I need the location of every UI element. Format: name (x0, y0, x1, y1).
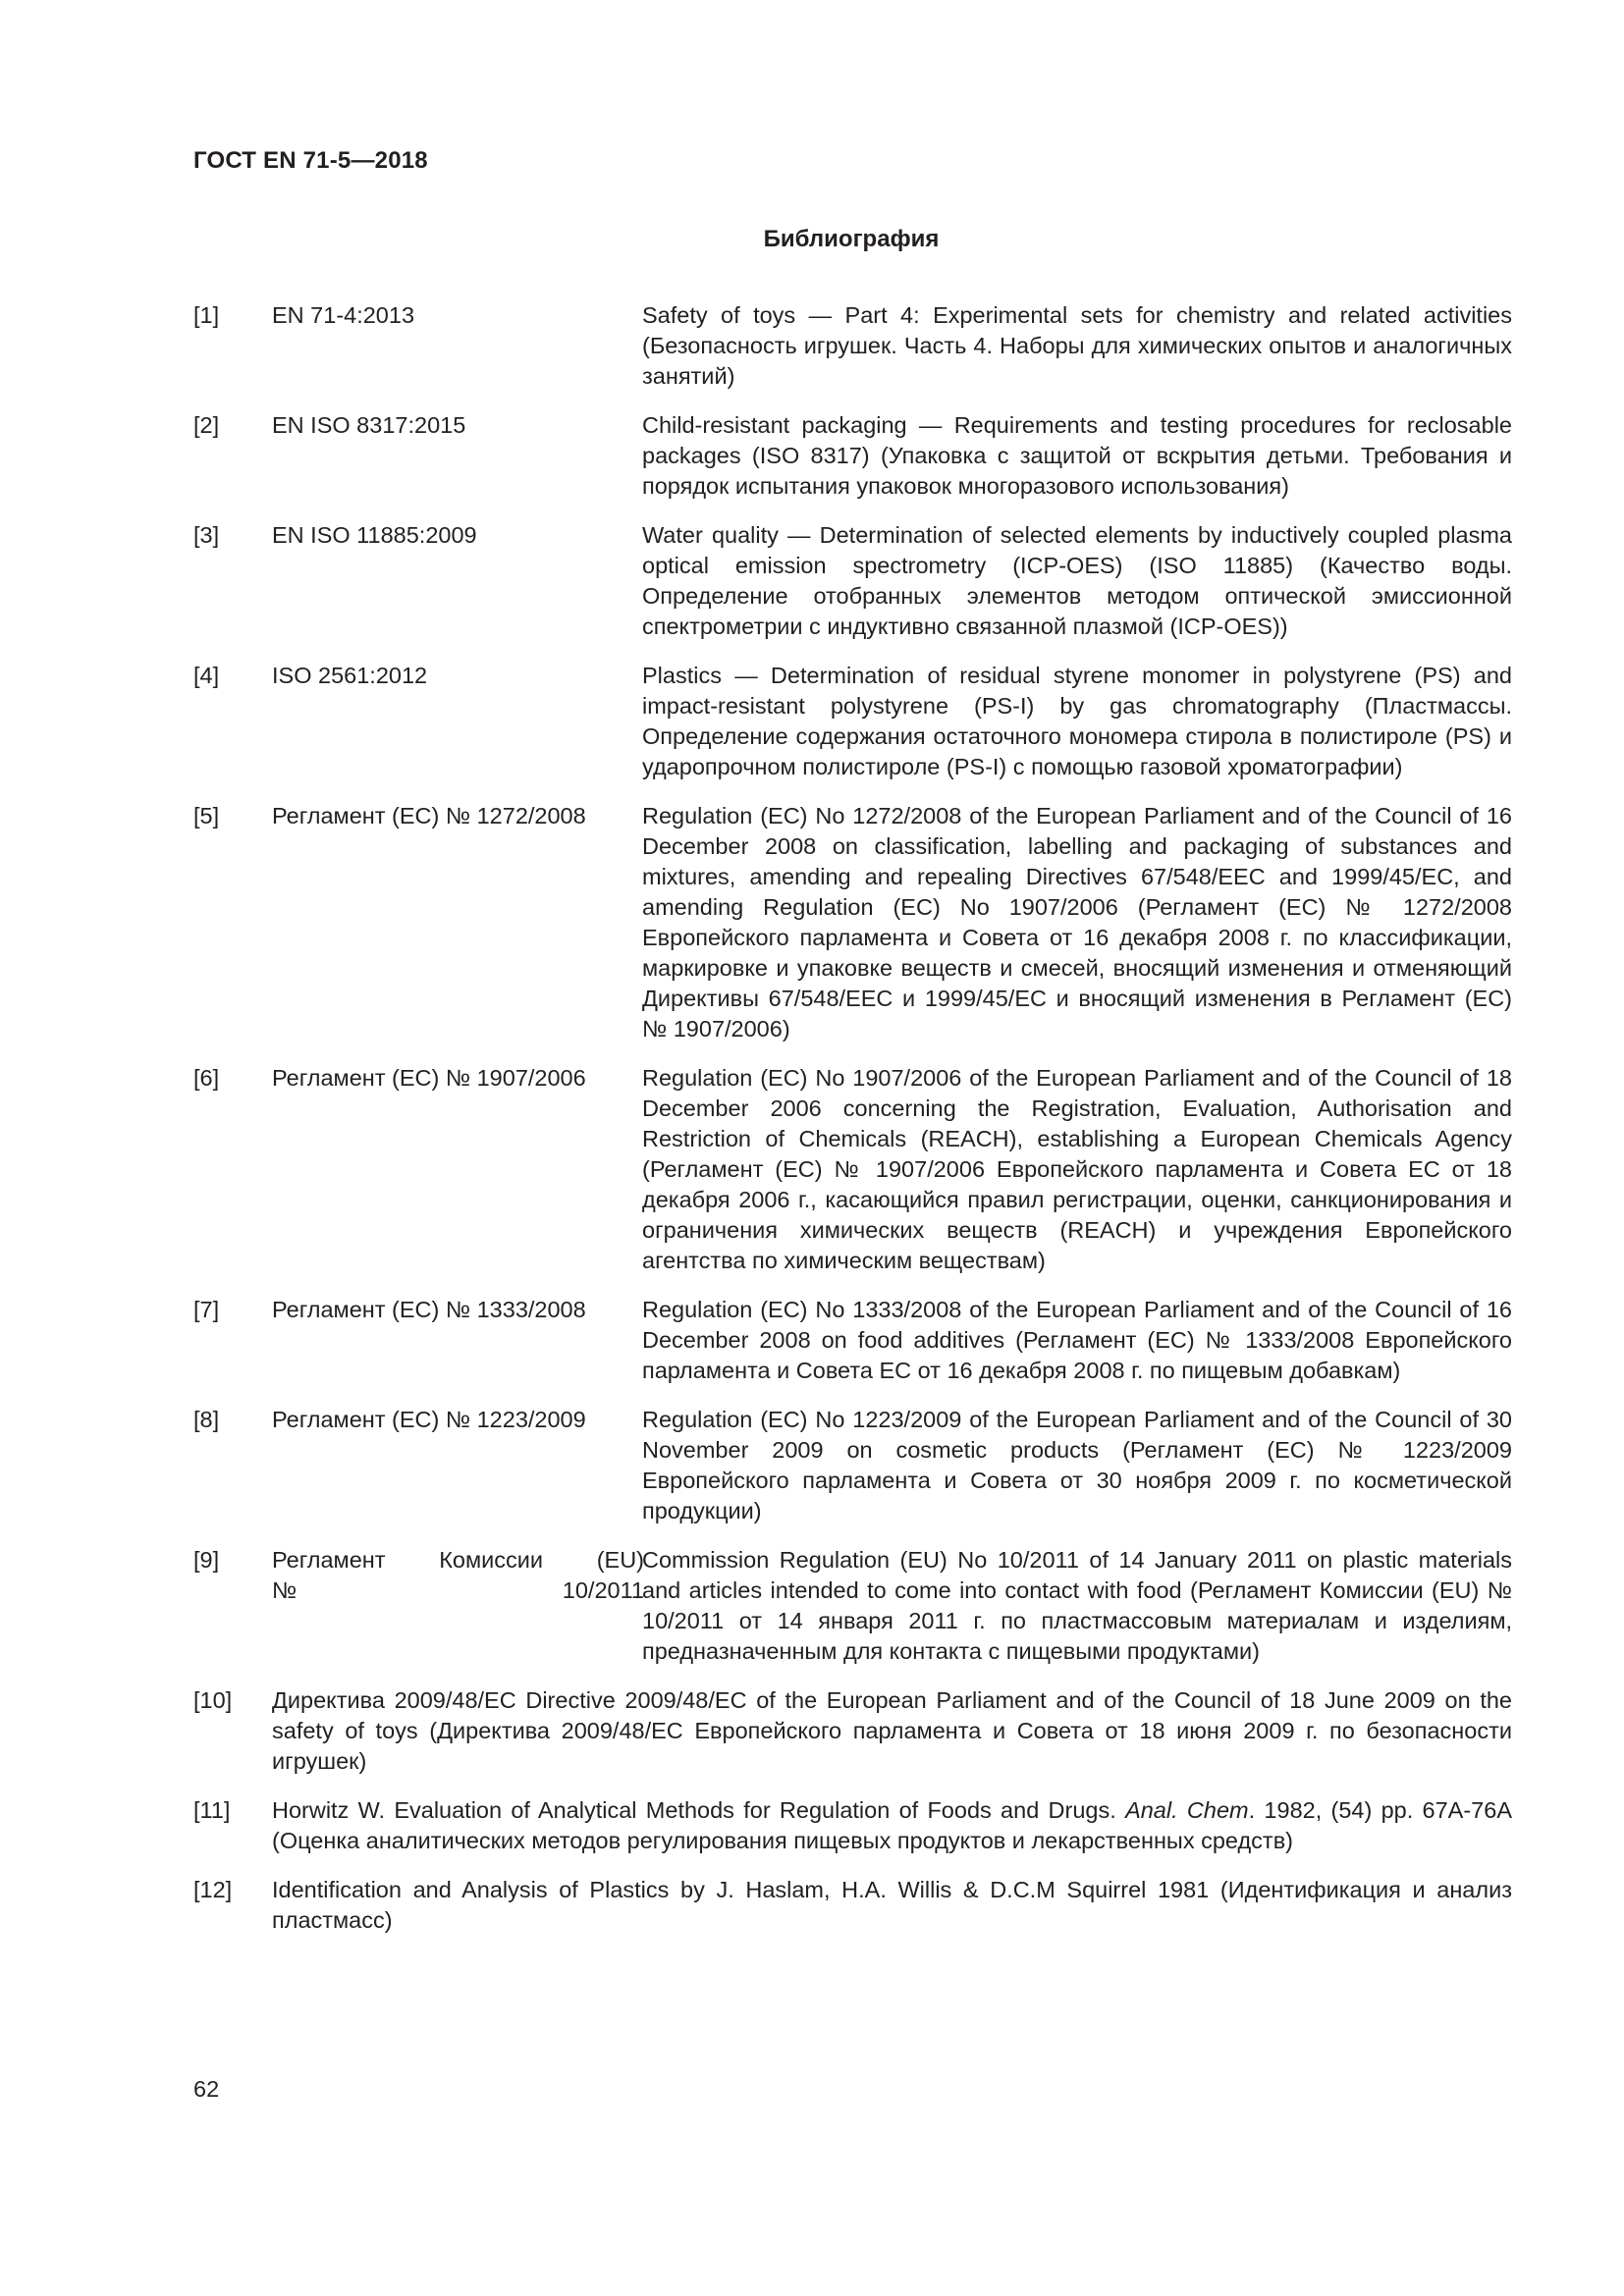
bibliography-entry-12 (193, 1875, 1512, 1936)
entry-number: [7] (193, 1297, 220, 1322)
entry-description: Plastics — Determination of residual styrene monomer in polystyrene (PS) and impact-resistant polystyrene (PS-I) by gas chromatography (Пластмассы. Определение содержания остаточного мономера стирола в полистироле (PS) и ударопрочном полистироле (PS-I) с помощью газовой хроматографии) (642, 663, 1512, 779)
entry-standard-line2: № 10/2011 (272, 1577, 644, 1603)
entry-description: Regulation (EC) No 1223/2009 of the European Parliament and of the Council of 30 November 2009 on cosmetic products (Регламент (ЕС) № 1223/2009 Европейского парламента и Совета от 30 ноября 2009 г. по косметической продукции) (642, 1407, 1512, 1523)
entry-number: [10] (193, 1687, 233, 1713)
bibliography-list (193, 300, 1512, 1954)
bibliography-title: Библиография (763, 226, 940, 252)
bibliography-entry-5 (193, 801, 1512, 1044)
entry-description: Water quality — Determination of selected elements by inductively coupled plasma optical emission spectrometry (ICP-OES) (ISO 11885) (Качество воды. Определение отобранных элементов методом оптической эмиссионной спектрометрии с индуктивно связанной плазмой (ICP-OES)) (642, 522, 1512, 639)
entry-number: [2] (193, 412, 220, 438)
entry-standard: EN 71-4:2013 (272, 302, 415, 328)
bibliography-entry-2 (193, 410, 1512, 502)
page-number: 62 (193, 2076, 220, 2102)
entry-standard: Регламент (ЕС) № 1272/2008 (272, 803, 586, 828)
bibliography-entry-3 (193, 520, 1512, 642)
entry-number: [1] (193, 302, 220, 328)
entry-standard: Регламент (ЕС) № 1333/2008 (272, 1297, 586, 1322)
entry-description: Safety of toys — Part 4: Experimental sets for chemistry and related activities (Безопасность игрушек. Часть 4. Наборы для химических опытов и аналогичных занятий) (642, 302, 1512, 389)
bibliography-entry-7 (193, 1295, 1512, 1386)
bibliography-entry-4 (193, 661, 1512, 782)
entry-number: [9] (193, 1547, 220, 1573)
bibliography-entry-8 (193, 1405, 1512, 1526)
entry-number: [5] (193, 803, 220, 828)
bibliography-entry-10 (193, 1685, 1512, 1777)
entry-description: Директива 2009/48/ЕС Directive 2009/48/EC of the European Parliament and of the Council of 18 June 2009 on the safety of toys (Директива 2009/48/ЕС Европейского парламента и Совета от 18 июня 2009 г. по безопасности игрушек) (272, 1687, 1512, 1774)
entry-standard (272, 1545, 644, 1606)
entry-standard-line1: Регламент Комиссии (EU) (272, 1547, 644, 1573)
entry-standard: Регламент (ЕС) № 1907/2006 (272, 1065, 586, 1091)
entry-number: [6] (193, 1065, 220, 1091)
entry-description: Identification and Analysis of Plastics by J. Haslam, H.A. Willis & D.C.M Squirrel 1981 (Идентификация и анализ пластмасс) (272, 1877, 1512, 1933)
bibliography-entry-6 (193, 1063, 1512, 1276)
entry-standard: ISO 2561:2012 (272, 663, 428, 688)
entry-text-before: Horwitz W. Evaluation of Analytical Methods for Regulation of Foods and Drugs. (272, 1797, 1126, 1823)
bibliography-entry-11 (193, 1795, 1512, 1856)
entry-description: Regulation (EC) No 1333/2008 of the European Parliament and of the Council of 16 December 2008 on food additives (Регламент (ЕС) № 1333/2008 Европейского парламента и Совета ЕС от 16 декабря 2008 г. по пищевым добавкам) (642, 1297, 1512, 1383)
entry-number: [11] (193, 1797, 231, 1823)
bibliography-entry-1 (193, 300, 1512, 392)
entry-description (272, 1795, 1512, 1856)
entry-number: [4] (193, 663, 220, 688)
entry-text-after: . 1982, (54) pp. 67A-76A (Оценка аналитических методов регулирования пищевых продуктов и лекарственных средств) (272, 1797, 1512, 1853)
entry-description: Regulation (EC) No 1272/2008 of the European Parliament and of the Council of 16 December 2008 on classification, labelling and packaging of substances and mixtures, amending and repealing Directives 67/548/EEC and 1999/45/EC, and amending Regulation (EC) No 1907/2006 (Регламент (ЕС) № 1272/2008 Европейского парламента и Совета от 16 декабря 2008 г. по классификации, маркировке и упаковке веществ и смесей, вносящий изменения и отменяющий Директивы 67/548/ЕЕС и 1999/45/ЕС и вносящий изменения в Регламент (ЕС) № 1907/2006) (642, 803, 1512, 1041)
entry-description: Commission Regulation (EU) No 10/2011 of 14 January 2011 on plastic materials and articles intended to come into contact with food (Регламент Комиссии (EU) № 10/2011 от 14 января 2011 г. по пластмассовым материалам и изделиям, предназначенным для контакта с пищевыми продуктами) (642, 1547, 1512, 1664)
bibliography-entry-9 (193, 1545, 1512, 1667)
entry-number: [3] (193, 522, 220, 548)
entry-standard: EN ISO 11885:2009 (272, 522, 477, 548)
journal-name: Anal. Chem (1125, 1797, 1249, 1823)
entry-number: [12] (193, 1877, 233, 1902)
document-code: ГОСТ EN 71-5—2018 (193, 147, 428, 174)
entry-description: Regulation (EC) No 1907/2006 of the European Parliament and of the Council of 18 December 2006 concerning the Registration, Evaluation, Authorisation and Restriction of Chemicals (REACH), establishing a European Chemicals Agency (Регламент (ЕС) № 1907/2006 Европейского парламента и Совета ЕС от 18 декабря 2006 г., касающийся правил регистрации, оценки, санкционирования и ограничения химических веществ (REACH) и учреждения Европейского агентства по химическим веществам) (642, 1065, 1512, 1273)
entry-standard: EN ISO 8317:2015 (272, 412, 466, 438)
entry-description: Child-resistant packaging — Requirements and testing procedures for reclosable packages (ISO 8317) (Упаковка с защитой от вскрытия детьми. Требования и порядок испытания упаковок многоразового использования) (642, 412, 1512, 499)
entry-standard: Регламент (ЕС) № 1223/2009 (272, 1407, 586, 1432)
entry-number: [8] (193, 1407, 220, 1432)
